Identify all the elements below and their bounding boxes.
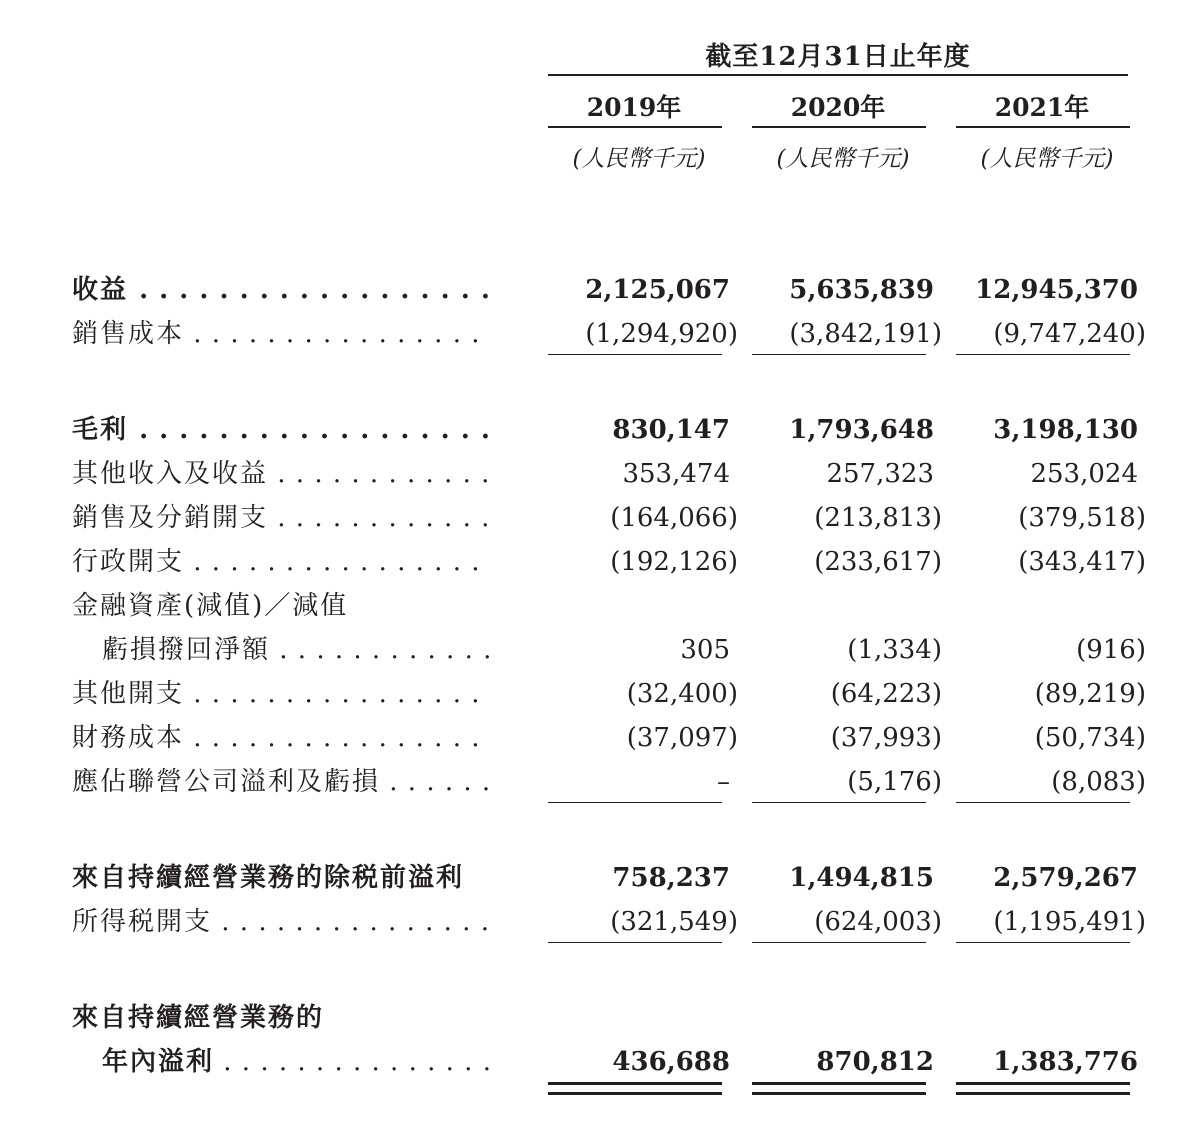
subtotal-rule [956, 802, 1130, 803]
value-2019: – [717, 767, 730, 797]
value-2021: 3,198,130 [993, 415, 1138, 445]
value-2021: (8,083) [1051, 767, 1146, 797]
total-double-rule [752, 1082, 926, 1095]
value-2020: 1,494,815 [789, 863, 934, 893]
value-2020: 870,812 [816, 1047, 934, 1077]
value-2021: 1,383,776 [993, 1047, 1138, 1077]
row-label: 金融資產(減值)／減值 [72, 591, 349, 621]
period-rule [548, 74, 1128, 76]
value-2021: (50,734) [1034, 723, 1146, 753]
subtotal-rule [752, 942, 926, 943]
row-label: 年內溢利 . . . [102, 1044, 492, 1080]
row-label: 來自持續經營業務的除税前溢利 [72, 863, 465, 893]
row-label: 所得税開支 . . . [72, 904, 492, 940]
table-row [0, 500, 1191, 540]
table-row [0, 860, 1191, 900]
year-rule-2020 [752, 126, 926, 128]
value-2021: 2,579,267 [993, 863, 1138, 893]
value-2019: 758,237 [612, 863, 730, 893]
row-label: 其他收入及收益 . . . [72, 456, 492, 492]
subtotal-rule [956, 942, 1130, 943]
value-2020: (624,003) [814, 907, 942, 937]
row-label: 財務成本 . . . [72, 720, 492, 756]
table-row [0, 720, 1191, 760]
table-row [0, 676, 1191, 716]
row-label: 應佔聯營公司溢利及虧損 . . . [72, 764, 492, 800]
table-row [0, 1000, 1191, 1040]
value-2020: (64,223) [830, 679, 942, 709]
value-2019: 305 [680, 635, 730, 665]
value-2020: 1,793,648 [789, 415, 934, 445]
value-2019: (1,294,920) [585, 319, 738, 349]
table-row [0, 316, 1191, 356]
subtotal-rule [548, 942, 722, 943]
table-row [0, 904, 1191, 944]
subtotal-rule [956, 354, 1130, 355]
year-header-2021: 2021年 [994, 93, 1090, 122]
value-2020: (233,617) [814, 547, 942, 577]
unit-label-2020: (人民幣千元) [776, 146, 910, 172]
value-2020: (5,176) [847, 767, 942, 797]
value-2019: 830,147 [612, 415, 730, 445]
row-label: 收益 . . . [72, 272, 492, 308]
period-title: 截至12月31日止年度 [705, 42, 971, 72]
subtotal-rule [548, 354, 722, 355]
value-2020: (37,993) [830, 723, 942, 753]
value-2019: 2,125,067 [585, 275, 730, 305]
value-2019: (32,400) [626, 679, 738, 709]
year-rule-2021 [956, 126, 1130, 128]
value-2021: (89,219) [1034, 679, 1146, 709]
row-label: 銷售及分銷開支 . . . [72, 500, 492, 536]
table-row [0, 412, 1191, 452]
value-2019: (321,549) [610, 907, 738, 937]
value-2021: (9,747,240) [993, 319, 1146, 349]
subtotal-rule [752, 354, 926, 355]
year-header-2020: 2020年 [790, 93, 886, 122]
subtotal-rule [548, 802, 722, 803]
value-2020: (1,334) [847, 635, 942, 665]
year-header-2019: 2019年 [586, 93, 682, 122]
table-row [0, 1044, 1191, 1084]
value-2021: (343,417) [1018, 547, 1146, 577]
table-row [0, 632, 1191, 672]
table-row [0, 544, 1191, 584]
value-2021: (1,195,491) [993, 907, 1146, 937]
year-rule-2019 [548, 126, 722, 128]
value-2019: (164,066) [610, 503, 738, 533]
table-row [0, 272, 1191, 312]
table-row [0, 588, 1191, 628]
value-2021: (916) [1076, 635, 1146, 665]
subtotal-rule [752, 802, 926, 803]
unit-label-2021: (人民幣千元) [980, 146, 1114, 172]
row-label: 來自持續經營業務的 [72, 1003, 325, 1033]
value-2019: (192,126) [610, 547, 738, 577]
total-double-rule [548, 1082, 722, 1095]
table-row [0, 764, 1191, 804]
value-2020: 257,323 [826, 459, 934, 489]
value-2019: 353,474 [622, 459, 730, 489]
value-2021: 12,945,370 [975, 275, 1138, 305]
value-2020: 5,635,839 [789, 275, 934, 305]
row-label: 銷售成本 . . . [72, 316, 492, 352]
total-double-rule [956, 1082, 1130, 1095]
value-2021: 253,024 [1030, 459, 1138, 489]
value-2020: (213,813) [814, 503, 942, 533]
row-label: 虧損撥回淨額 . . . [102, 632, 492, 668]
row-label: 行政開支 . . . [72, 544, 492, 580]
table-row [0, 456, 1191, 496]
value-2019: (37,097) [626, 723, 738, 753]
unit-label-2019: (人民幣千元) [572, 146, 706, 172]
value-2020: (3,842,191) [789, 319, 942, 349]
value-2019: 436,688 [612, 1047, 730, 1077]
row-label: 毛利 . . . [72, 412, 492, 448]
value-2021: (379,518) [1018, 503, 1146, 533]
row-label: 其他開支 . . . [72, 676, 492, 712]
